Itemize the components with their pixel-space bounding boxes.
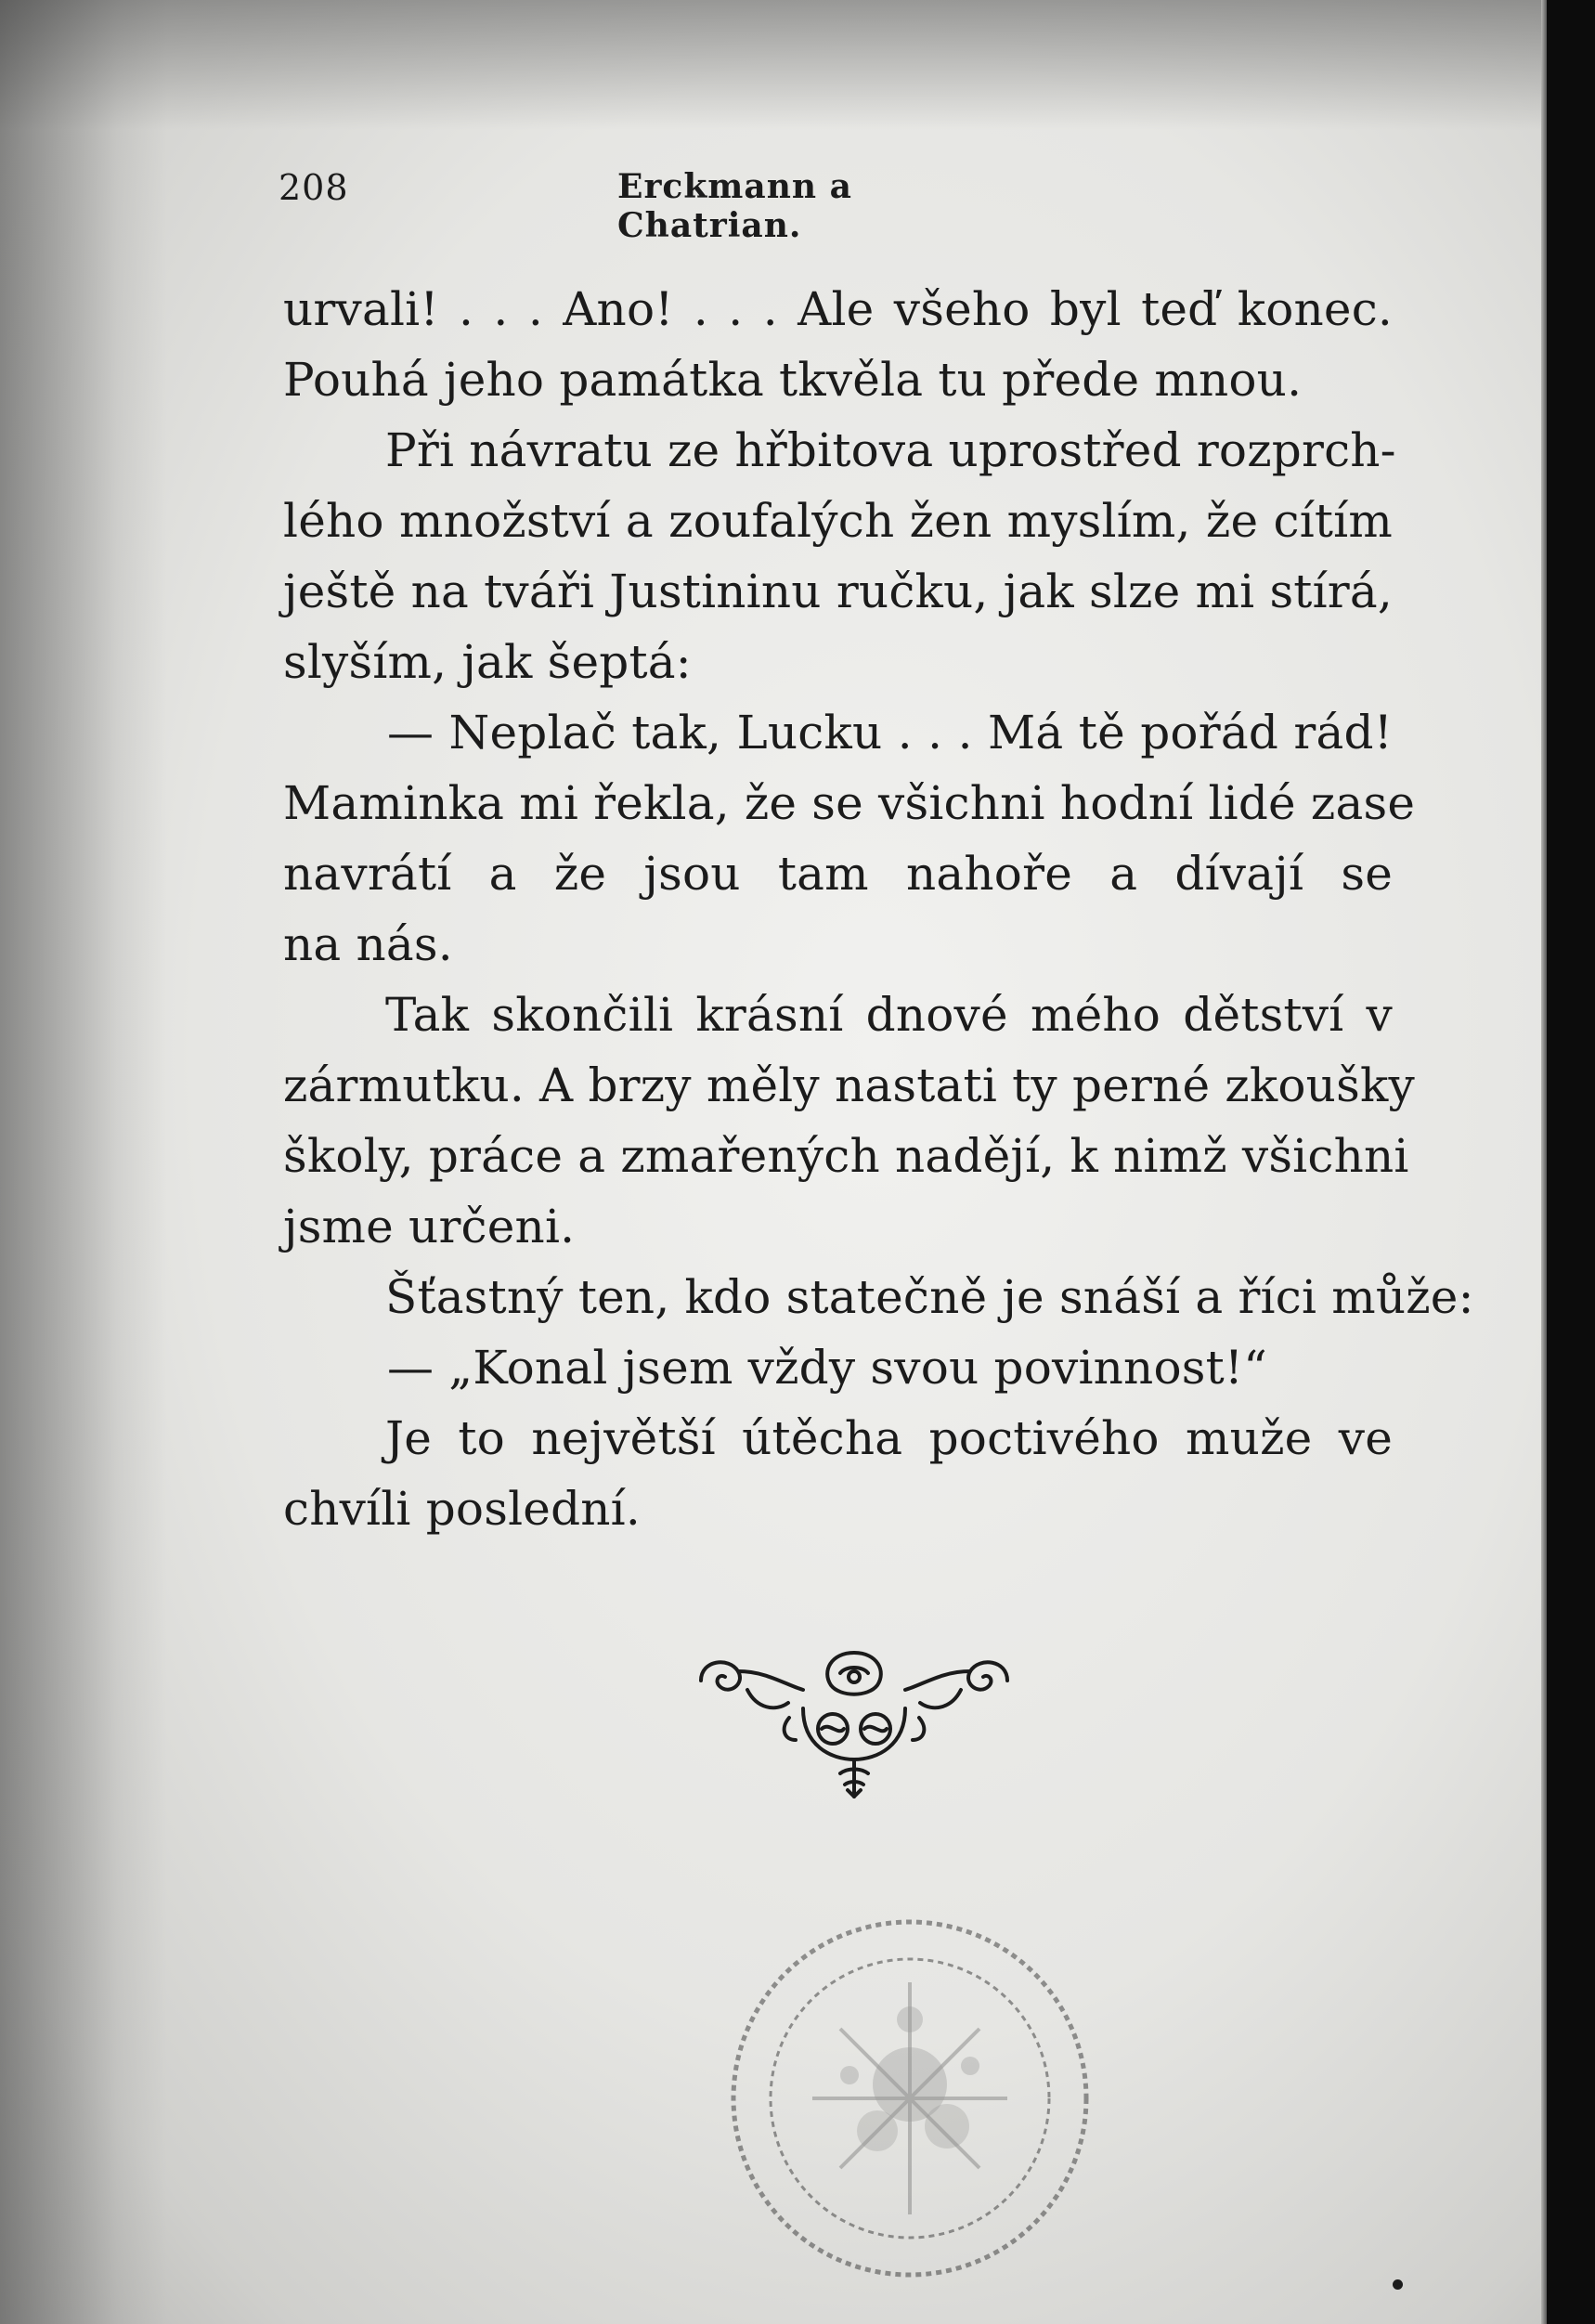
text-line: slyším, jak šeptá: — [283, 635, 692, 689]
text-line: Pouhá jeho památka tkvěla tu přede mnou. — [283, 353, 1303, 407]
page-shadow-top — [0, 0, 1595, 130]
text-line: navrátí a že jsou tam nahoře a dívají se — [283, 847, 1393, 901]
text-line: Tak skončili krásní dnové mého dětství v — [385, 988, 1393, 1042]
page-edge-dark — [1547, 0, 1595, 2324]
stray-mark — [1393, 2279, 1403, 2290]
text-line: chvíli poslední. — [283, 1482, 641, 1536]
library-stamp-icon — [720, 1908, 1100, 2289]
text-line: školy, práce a zmařených nadějí, k nimž všichni — [283, 1129, 1409, 1183]
text-line: ještě na tváři Justininu ručku, jak slze mi stírá, — [283, 565, 1393, 618]
text-line: Je to největší útěcha poctivého muže ve — [385, 1411, 1393, 1465]
text-line: — „Konal jsem vždy svou povinnost!“ — [387, 1341, 1267, 1395]
text-line: jsme určeni. — [283, 1200, 576, 1253]
body-text — [283, 274, 1474, 1544]
text-line: na nás. — [283, 917, 453, 971]
text-line: Maminka mi řekla, že se všichni hodní lidé zase — [283, 776, 1416, 830]
text-line: Šťastný ten, kdo statečně je snáší a říci může: — [385, 1270, 1474, 1324]
text-line: Při návratu ze hřbitova uprostřed rozprch- — [385, 423, 1396, 477]
running-header — [279, 167, 1040, 245]
text-line: lého množství a zoufalých žen myslím, že cítím — [283, 494, 1393, 548]
text-line: zármutku. A brzy měly nastati ty perné zkoušky — [283, 1058, 1415, 1112]
running-title: Erckmann a Chatrian. — [617, 167, 852, 245]
text-line: urvali! . . . Ano! . . . Ale všeho byl teď konec. — [283, 282, 1393, 336]
page-shadow-left — [0, 0, 167, 2324]
floral-vignette-icon — [692, 1643, 1017, 1806]
text-line: — Neplač tak, Lucku . . . Má tě pořád rád! — [387, 706, 1393, 760]
page-number: 208 — [279, 167, 349, 208]
